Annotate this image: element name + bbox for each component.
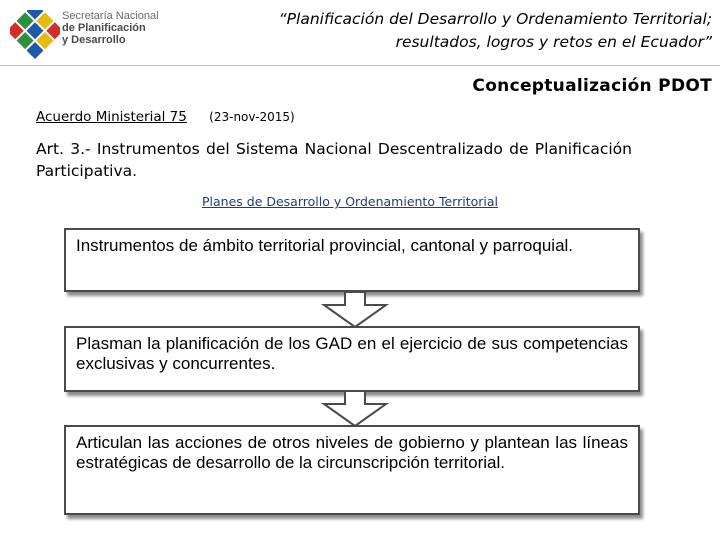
definition-box-1: Instrumentos de ámbito territorial provincial, cantonal y parroquial.	[64, 228, 640, 292]
header-divider	[0, 65, 720, 66]
logo-line-3: y Desarrollo	[62, 34, 126, 46]
definition-box-3: Articulan las acciones de otros niveles de gobierno y plantean las líneas estratégicas de desarrollo de la circunscripción territorial.	[64, 425, 640, 515]
presentation-title	[192, 8, 712, 54]
logo-line-1: Secretaría Nacional	[62, 10, 159, 22]
presentation-title-line-1: “Planificación del Desarrollo y Ordenamiento Territorial;	[278, 10, 712, 28]
down-arrow-icon	[320, 291, 390, 329]
acuerdo-label: Acuerdo Ministerial 75	[36, 109, 187, 125]
logo-text	[62, 10, 159, 46]
acuerdo-date: (23-nov-2015)	[209, 110, 295, 124]
acuerdo-line	[36, 109, 295, 125]
presentation-title-line-2: resultados, logros y retos en el Ecuador”	[395, 33, 712, 51]
section-title: Conceptualización PDOT	[472, 76, 712, 96]
logo-emblem-icon	[10, 10, 60, 60]
down-arrow-icon	[320, 390, 390, 428]
definition-box-2: Plasman la planificación de los GAD en el ejercicio de sus competencias exclusivas y concurrentes.	[64, 326, 640, 392]
planes-link[interactable]: Planes de Desarrollo y Ordenamiento Territorial	[201, 194, 498, 209]
logo-line-2: de Planificación	[62, 22, 146, 34]
article-text: Art. 3.- Instrumentos del Sistema Nacional Descentralizado de Planificación Participativa.	[36, 140, 632, 180]
